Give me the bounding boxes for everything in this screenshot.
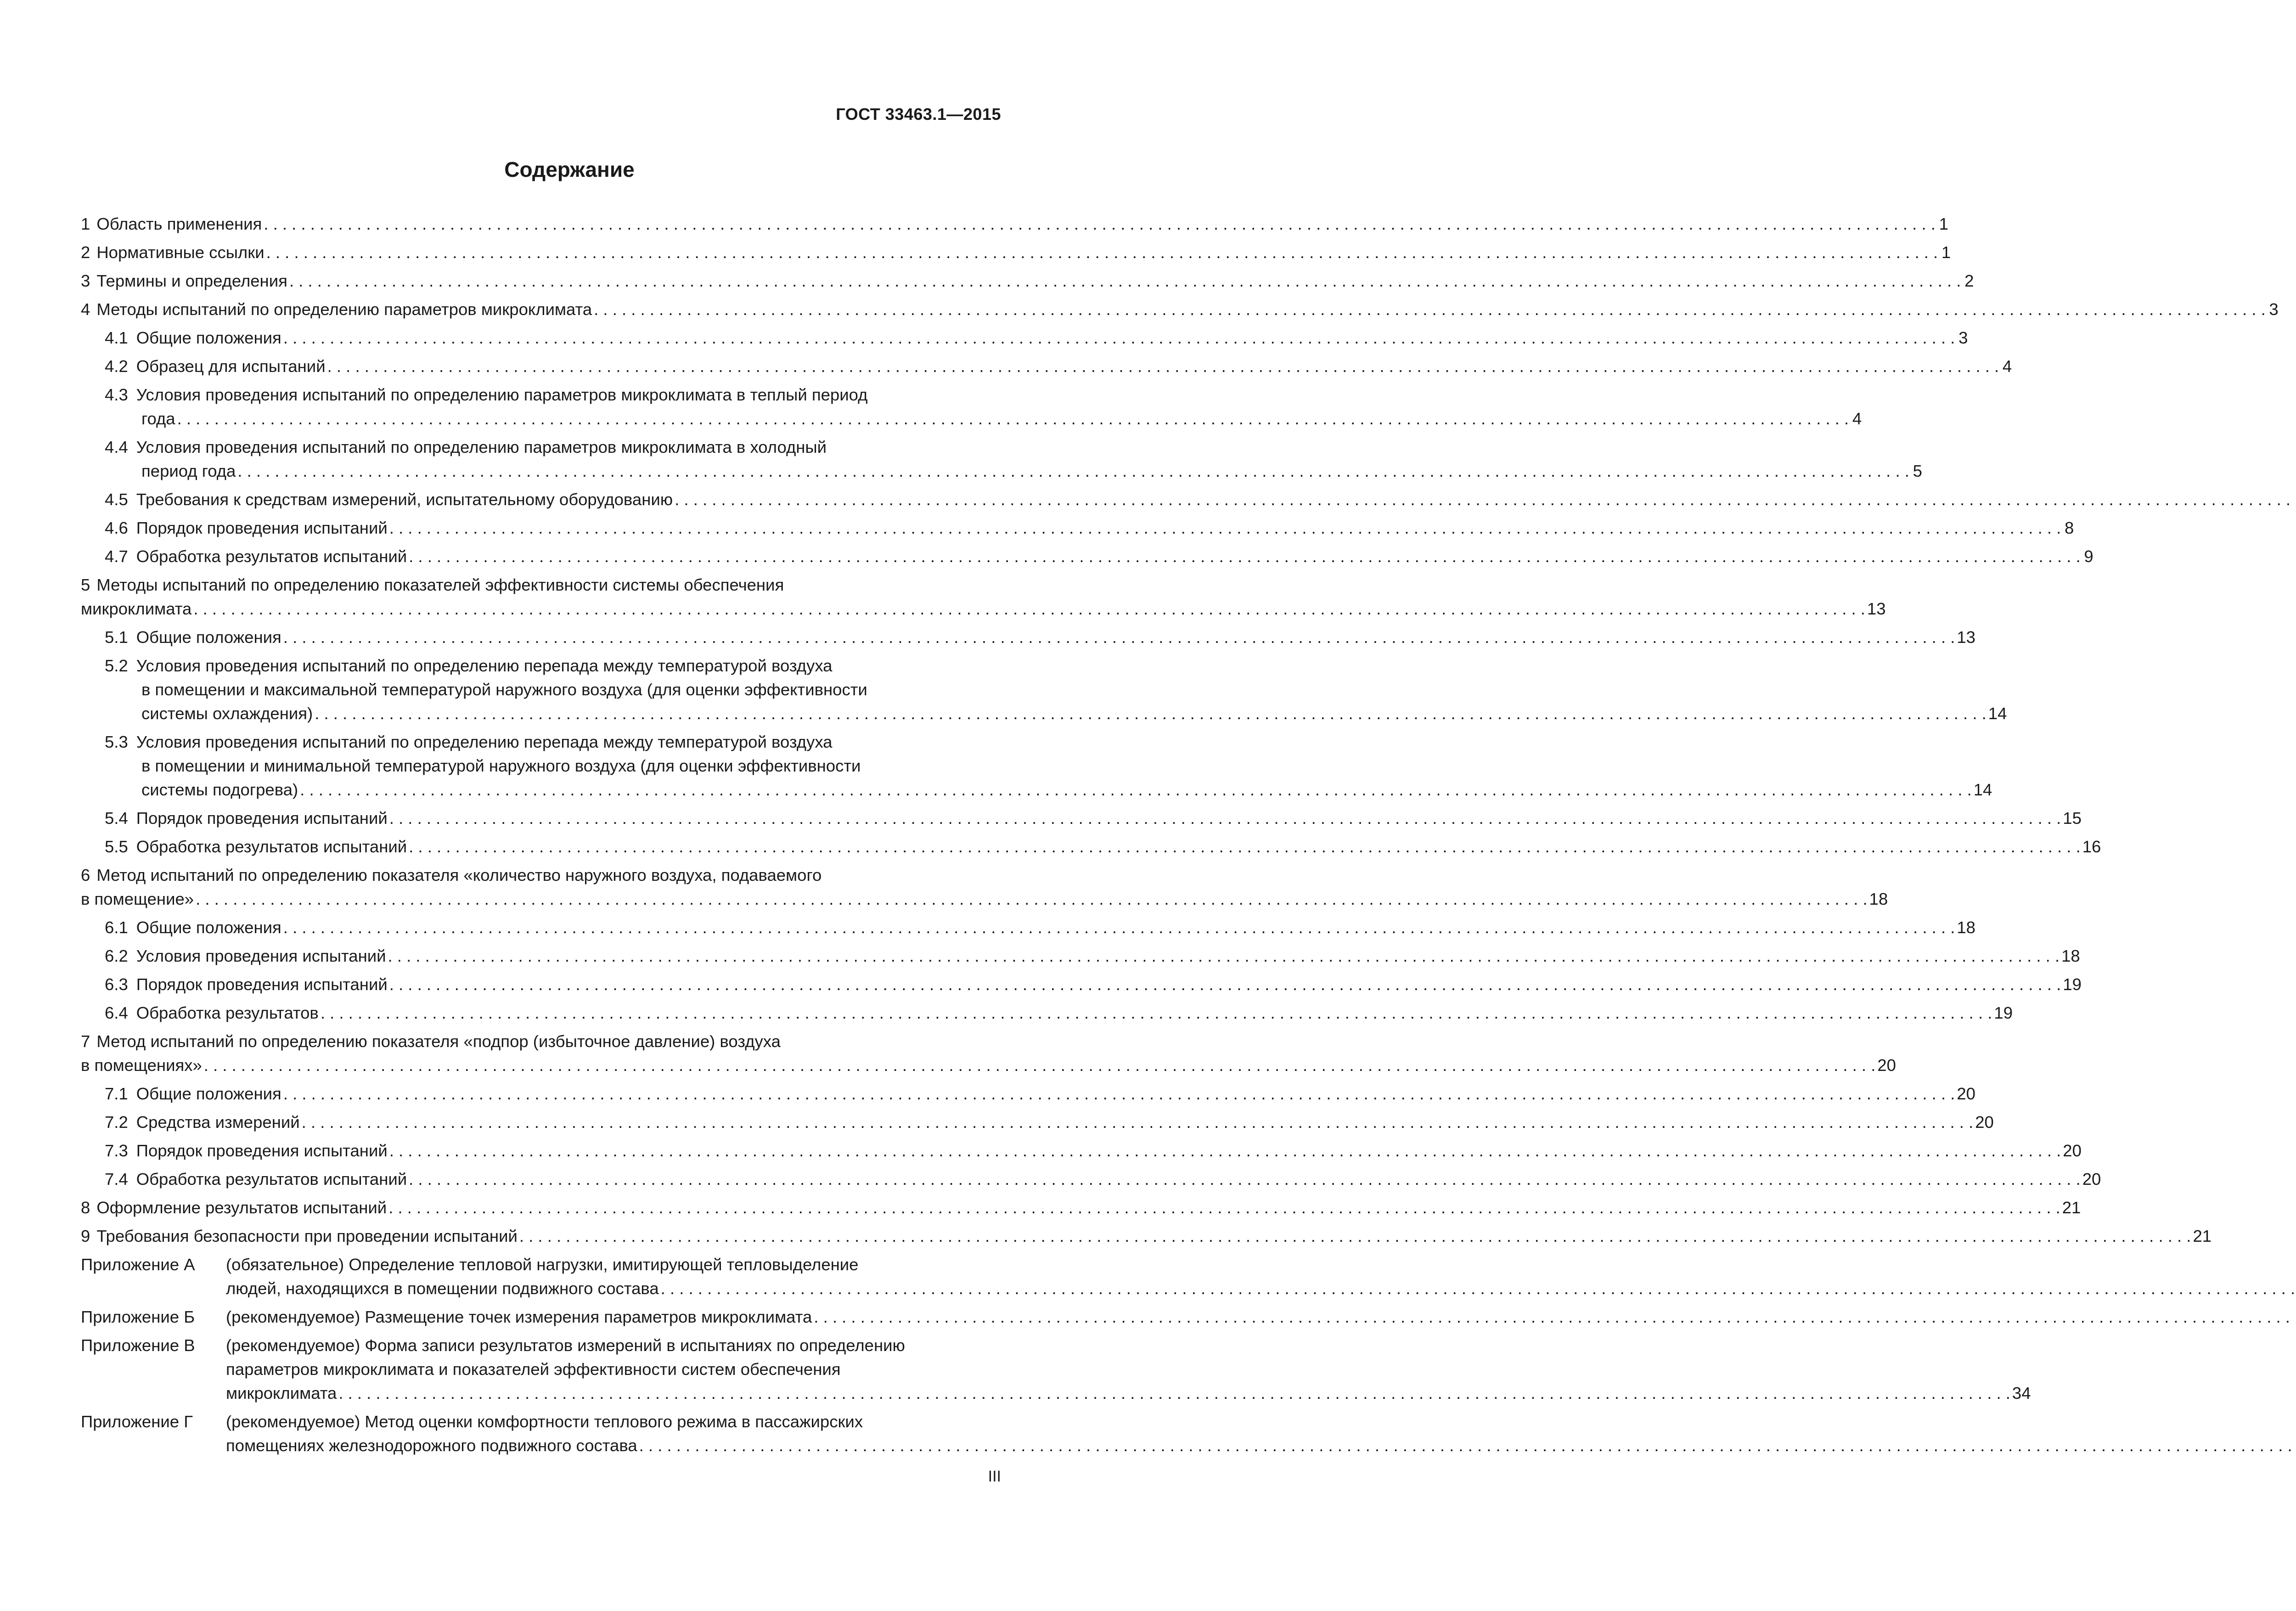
toc-entry[interactable] [81,1110,1994,1134]
toc-entry-line [226,1277,1001,1301]
page-ref: 21 [2193,1227,2212,1245]
toc-entry-line [105,702,2007,726]
toc-entry-line [105,1139,2082,1163]
section-title: в помещении и максимальной температурой наружного воздуха (для оценки эффективности [141,680,867,699]
toc-entry-line [105,1082,1975,1106]
section-title: период года [141,462,236,480]
dot-leader [287,269,1963,293]
section-number: 5.3 [105,732,128,751]
section-title: Условия проведения испытаний [136,946,386,965]
appendix-body [226,1410,1001,1458]
toc-entry-line [105,1110,1994,1134]
page-ref: 3 [2269,300,2279,319]
dot-leader [319,1001,1994,1025]
section-number: 4.1 [105,328,128,347]
section-title: Методы испытаний по определению параметров микроклимата [96,300,592,319]
page-ref: 13 [1867,599,1886,618]
page-ref: 8 [2064,518,2074,537]
toc-entry-line [226,1381,2031,1405]
toc-entry[interactable] [81,212,1948,236]
section-title: Общие положения [136,918,281,937]
toc-entry-line [105,326,1968,350]
dot-leader [236,459,1911,483]
page-ref: 4 [2002,357,2012,376]
appendix-label: Приложение Г [81,1412,193,1431]
toc-entry-line [105,488,1001,512]
page-ref: 18 [1869,890,1888,908]
toc-entry-line [81,597,1886,621]
section-number: 5.4 [105,809,128,828]
dot-leader [388,973,2063,997]
toc-entry-line [105,1167,2101,1191]
page-ref: 16 [2082,837,2101,856]
dot-leader [281,916,1957,940]
appendix-label: Приложение А [81,1255,195,1274]
page-ref: 21 [2062,1198,2081,1217]
page-ref: 4 [1852,409,1862,428]
toc-entry[interactable] [81,1196,2081,1220]
section-title: параметров микроклимата и показателей эффективности систем обеспечения [226,1360,841,1379]
toc-entry-line [105,835,2101,859]
section-title: в помещениях» [81,1056,202,1075]
section-title: Условия проведения испытаний по определению перепада между температурой воздуха [136,656,833,675]
section-number: 5.2 [105,656,128,675]
toc-entry[interactable] [81,545,2093,569]
toc-entry[interactable] [81,241,1951,265]
dot-leader [298,778,1974,802]
dot-leader [386,944,2062,968]
section-number: 4.5 [105,490,128,509]
section-title: Порядок проведения испытаний [136,975,388,994]
appendix-label: Приложение В [81,1336,195,1355]
toc-entry[interactable] [81,269,1974,293]
toc-entry-line [226,1305,1001,1329]
section-title: в помещение» [81,890,194,908]
page-ref: 19 [2063,975,2082,994]
dot-leader [175,407,1851,431]
toc-entry-line [105,654,1001,678]
page-ref: 20 [1975,1113,1994,1132]
toc-entry-line [81,298,2279,321]
section-title: Общие положения [136,628,281,647]
section-number: 4.2 [105,357,128,376]
section-title: (рекомендуемое) Размещение точек измерения параметров микроклимата [226,1307,812,1326]
toc-entry-line [105,944,2080,968]
toc-entry[interactable] [81,916,1975,940]
toc-entry-line [81,241,1951,265]
section-number: 4 [81,300,90,319]
section-number: 5.5 [105,837,128,856]
page-ref: 18 [1957,918,1975,937]
dot-leader [388,516,2063,540]
toc-entry[interactable] [81,1224,2212,1248]
section-number: 4.6 [105,518,128,537]
page-ref: 20 [1877,1056,1896,1075]
toc-entry[interactable] [81,435,1922,483]
toc-entry-line [226,1434,1001,1458]
toc-entry[interactable] [81,1139,2082,1163]
section-title: Порядок проведения испытаний [136,518,388,537]
section-title: людей, находящихся в помещении подвижного состава [226,1279,659,1298]
dot-leader [281,625,1957,649]
toc-entry[interactable] [81,1305,1001,1329]
dot-leader [407,545,2082,569]
dot-leader [194,887,1869,911]
toc-entry[interactable] [81,835,2101,859]
dot-leader [659,1277,2296,1301]
dot-leader [337,1381,2012,1405]
page-ref: 20 [1957,1084,1975,1103]
page-title: Содержание [504,158,635,181]
toc-entry-line [105,1001,2013,1025]
section-number: 4.3 [105,385,128,404]
section-title: Порядок проведения испытаний [136,1141,388,1160]
section-number: 7.1 [105,1084,128,1103]
section-title: микроклимата [81,599,192,618]
section-title: Требования к средствам измерений, испытательному оборудованию [136,490,673,509]
section-number: 7.2 [105,1113,128,1132]
dot-leader [673,488,2296,512]
section-title: Термины и определения [96,271,287,290]
page-ref: 20 [2082,1170,2101,1189]
toc-entry[interactable] [81,383,1862,431]
section-title: Условия проведения испытаний по определению параметров микроклимата в теплый период [136,385,868,404]
dot-leader [264,241,1940,265]
page-ref: 5 [1913,462,1922,480]
page-ref: 1 [1941,243,1951,262]
section-title: (рекомендуемое) Метод оценки комфортности теплового режима в пассажирских [226,1412,863,1431]
dot-leader [191,597,1867,621]
toc-entry[interactable] [81,326,1968,350]
toc-entry[interactable] [81,516,2074,540]
section-title: системы охлаждения) [141,704,313,723]
section-number: 2 [81,243,90,262]
toc-entry-line [81,212,1948,236]
section-title: Условия проведения испытаний по определению параметров микроклимата в холодный [136,438,827,456]
toc-entry-line [105,435,1001,459]
section-number: 6.2 [105,946,128,965]
dot-leader [518,1224,2193,1248]
toc-entry-line [105,754,1001,778]
section-title: Порядок проведения испытаний [136,809,388,828]
toc-entry-line [105,678,1001,702]
section-title: микроклимата [226,1384,337,1403]
toc-entry-line [81,269,1974,293]
appendix-body [226,1305,1001,1329]
dot-leader [637,1434,2296,1458]
section-number: 9 [81,1227,90,1245]
toc-entry-line [226,1334,1001,1358]
section-title: Метод испытаний по определению показателя «подпор (избыточное давление) воздуха [96,1032,781,1051]
dot-leader [388,806,2063,830]
section-number: 7 [81,1032,90,1051]
toc-entry[interactable] [81,1253,1001,1301]
section-title: Обработка результатов [136,1003,319,1022]
section-number: 5 [81,575,90,594]
section-title: системы подогрева) [141,780,298,799]
section-title: Общие положения [136,328,281,347]
toc-entry[interactable] [81,1030,1896,1077]
toc-entry-line [226,1410,1001,1434]
section-number: 8 [81,1198,90,1217]
section-number: 4.7 [105,547,128,566]
toc-entry-line [105,806,2082,830]
dot-leader [202,1053,1878,1077]
page-ref: 3 [1958,328,1968,347]
toc-entry[interactable] [81,944,2080,968]
page-ref: 34 [2012,1384,2031,1403]
page-ref: 1 [1939,214,1948,233]
toc-entry-line [105,383,1001,407]
section-number: 7.3 [105,1141,128,1160]
page-ref: 14 [1973,780,1992,799]
dot-leader [262,212,1937,236]
toc-entry-line [105,625,1975,649]
page-ref: 13 [1957,628,1975,647]
section-number: 1 [81,214,90,233]
toc-entry-line [105,778,1992,802]
section-number: 6.4 [105,1003,128,1022]
toc-entry-line [105,916,1975,940]
toc-entry-line [81,1053,1896,1077]
section-number: 5.1 [105,628,128,647]
toc-entry-line [105,355,2012,378]
section-title: Оформление результатов испытаний [96,1198,387,1217]
section-title: в помещении и минимальной температурой наружного воздуха (для оценки эффективности [141,756,861,775]
page-ref: 18 [2061,946,2080,965]
section-title: Область применения [96,214,262,233]
section-number: 6 [81,866,90,884]
toc-entry[interactable] [81,730,1992,802]
toc-entry-line [105,516,2074,540]
toc-entry[interactable] [81,1334,2031,1405]
toc-entry[interactable] [81,1082,1975,1106]
toc-entry-line [81,1030,1001,1053]
section-title: помещениях железнодорожного подвижного состава [226,1436,637,1455]
toc-entry[interactable] [81,806,2082,830]
section-title: Обработка результатов испытаний [136,1170,407,1189]
table-of-contents [81,212,2279,1462]
toc-entry[interactable] [81,654,2007,726]
dot-leader [407,1167,2082,1191]
page-ref: 15 [2063,809,2082,828]
page-ref: 2 [1964,271,1974,290]
toc-entry-line [105,407,1862,431]
dot-leader [313,702,1988,726]
toc-entry[interactable] [81,1410,1001,1458]
section-title: Требования безопасности при проведении испытаний [96,1227,518,1245]
section-number: 3 [81,271,90,290]
section-number: 6.1 [105,918,128,937]
section-title: года [141,409,175,428]
section-title: Условия проведения испытаний по определению перепада между температурой воздуха [136,732,833,751]
dot-leader [281,326,1957,350]
toc-entry-line [105,459,1922,483]
dot-leader [281,1082,1957,1106]
section-title: Средства измерений [136,1113,300,1132]
toc-entry-line [226,1358,1001,1381]
toc-entry-line [105,545,2093,569]
toc-entry[interactable] [81,1001,2013,1025]
toc-entry-line [105,730,1001,754]
toc-entry[interactable] [81,488,1001,512]
standard-number: ГОСТ 33463.1—2015 [836,105,1001,124]
toc-entry[interactable] [81,1167,2101,1191]
page-ref: 14 [1988,704,2007,723]
section-title: Нормативные ссылки [96,243,264,262]
toc-entry[interactable] [81,863,1888,911]
section-title: Обработка результатов испытаний [136,837,407,856]
toc-entry[interactable] [81,973,2082,997]
section-title: Методы испытаний по определению показателей эффективности системы обеспечения [96,575,784,594]
dot-leader [300,1110,1975,1134]
section-title: Общие положения [136,1084,281,1103]
appendix-body [226,1334,2031,1405]
toc-entry[interactable] [81,573,1886,621]
dot-leader [592,298,2268,321]
dot-leader [326,355,2001,378]
page-ref: 20 [2063,1141,2082,1160]
toc-entry[interactable] [81,625,1975,649]
toc-entry-line [81,1224,2212,1248]
toc-entry-line [226,1253,1001,1277]
page-ref: 19 [1994,1003,2013,1022]
appendix-body [226,1253,1001,1301]
toc-entry[interactable] [81,298,2279,321]
section-number: 4.4 [105,438,128,456]
toc-entry-line [81,1196,2081,1220]
section-title: Образец для испытаний [136,357,326,376]
toc-entry-line [81,863,1001,887]
dot-leader [812,1305,2296,1329]
section-title: (рекомендуемое) Форма записи результатов измерений в испытаниях по определению [226,1336,905,1355]
toc-entry-line [81,573,1001,597]
section-title: Обработка результатов испытаний [136,547,407,566]
toc-entry[interactable] [81,355,2012,378]
toc-entry-line [105,973,2082,997]
page-number: III [988,1468,1001,1485]
section-number: 7.4 [105,1170,128,1189]
dot-leader [388,1139,2063,1163]
section-title: (обязательное) Определение тепловой нагрузки, имитирующей тепловыделение [226,1255,859,1274]
dot-leader [407,835,2082,859]
toc-entry-line [81,887,1888,911]
dot-leader [387,1196,2062,1220]
section-number: 6.3 [105,975,128,994]
appendix-label: Приложение Б [81,1307,195,1326]
section-title: Метод испытаний по определению показателя «количество наружного воздуха, подаваемого [96,866,822,884]
page-ref: 9 [2084,547,2093,566]
